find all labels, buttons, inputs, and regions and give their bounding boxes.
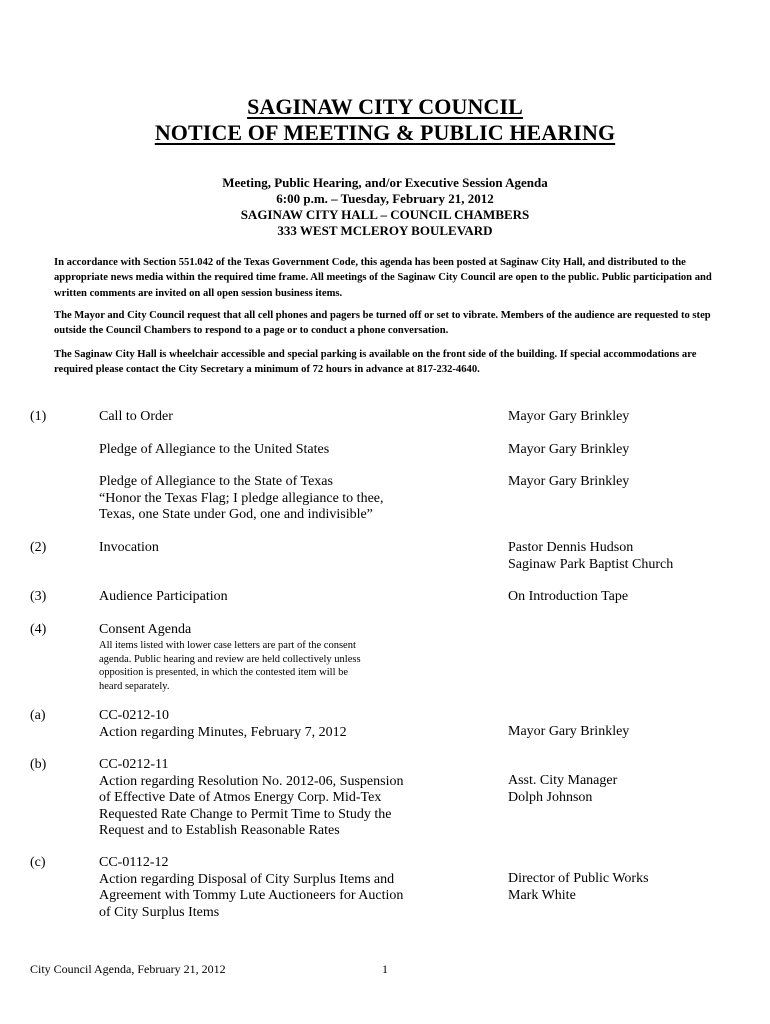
note-line: agenda. Public hearing and review are held collectively unless [99,653,361,665]
item-line: Pledge of Allegiance to the State of Texas [99,474,333,489]
agenda-item-consent: Consent Agenda [99,622,192,637]
council-title: SAGINAW CITY COUNCIL [247,94,523,119]
item-line: of City Surplus Items [99,904,220,920]
responsible-party: On Introduction Tape [508,589,629,604]
meeting-location: SAGINAW CITY HALL – COUNCIL CHAMBERS [240,207,530,222]
responsible-party [508,871,649,904]
item-number: (2) [30,540,47,555]
item-code: CC-0212-11 [99,757,169,772]
meeting-address: 333 WEST MCLEROY BOULEVARD [277,223,493,238]
item-number: (a) [30,708,46,723]
notice-title: NOTICE OF MEETING & PUBLIC HEARING [154,120,616,145]
phones-notice: The Mayor and City Council request that all cell phones and pagers be turned off or set to vibrate. Members of the audience are requested to step outside the Council Chambers to respond to a page or to conduct a phone conversation. [54,310,711,337]
note-line: heard separately. [99,680,170,692]
item-number: (b) [30,757,47,772]
item-line: “Honor the Texas Flag; I pledge allegiance to thee, [99,490,384,506]
responsible-party: Mayor Gary Brinkley [508,474,630,489]
resp-line: Mark White [508,887,576,903]
agenda-item-c [99,855,403,921]
responsible-party: Mayor Gary Brinkley [508,409,630,424]
agenda-item-pledge-us: Pledge of Allegiance to the United States [99,442,330,457]
item-number: (c) [30,855,46,870]
agenda-type: Meeting, Public Hearing, and/or Executive Session Agenda [222,175,548,190]
agenda-item-call-to-order: Call to Order [99,409,173,424]
resp-line: Asst. City Manager [508,773,618,788]
resp-line: Director of Public Works [508,871,649,886]
agenda-item-a [99,708,347,741]
item-number: (4) [30,622,47,637]
consent-note [99,639,361,693]
responsible-party [508,540,673,573]
agenda-item-pledge-texas [99,474,384,524]
responsible-party: Mayor Gary Brinkley [508,724,630,739]
responsible-party [508,773,617,806]
item-line: Action regarding Resolution No. 2012-06, Suspension [99,773,404,789]
responsible-party: Mayor Gary Brinkley [508,442,630,457]
meeting-time: 6:00 p.m. – Tuesday, February 21, 2012 [276,191,494,206]
page-number: 1 [382,962,388,976]
item-line: Action regarding Disposal of City Surplus Items and [99,871,395,887]
item-line: Action regarding Minutes, February 7, 2012 [99,724,347,740]
note-line: All items listed with lower case letters are part of the consent [99,640,356,651]
resp-line: Dolph Johnson [508,789,593,805]
item-number: (3) [30,589,47,604]
resp-line: Saginaw Park Baptist Church [508,556,674,572]
agenda-item-b [99,757,403,840]
resp-line: Pastor Dennis Hudson [508,540,634,555]
item-number: (1) [30,409,47,424]
footer-label: City Council Agenda, February 21, 2012 [30,962,226,976]
note-line: opposition is presented, in which the contested item will be [99,667,349,678]
item-line: Texas, one State under God, one and indivisible” [99,507,373,522]
agenda-item-audience: Audience Participation [99,589,228,604]
item-line: Agreement with Tommy Lute Auctioneers for Auction [99,888,404,903]
accessibility-notice: The Saginaw City Hall is wheelchair accessible and special parking is available on the front side of the building. If special accommodations are required please contact the City Secretary a minimum of 72 hours in advance at 817-232-4640. [54,349,697,376]
item-line: Request and to Establish Reasonable Rates [99,823,340,838]
agenda-item-invocation: Invocation [99,540,159,555]
posting-notice: In accordance with Section 551.042 of the Texas Government Code, this agenda has been posted at Saginaw City Hall, and distributed to the appropriate news media within the required time frame. All meetings of the Saginaw City Council are open to the public. Public participation and written comments are invited on all open session business items. [54,257,712,299]
item-code: CC-0112-12 [99,855,169,870]
item-code: CC-0212-10 [99,708,169,723]
item-line: Requested Rate Change to Permit Time to Study the [99,806,392,822]
item-line: of Effective Date of Atmos Energy Corp. Mid-Tex [99,790,382,805]
